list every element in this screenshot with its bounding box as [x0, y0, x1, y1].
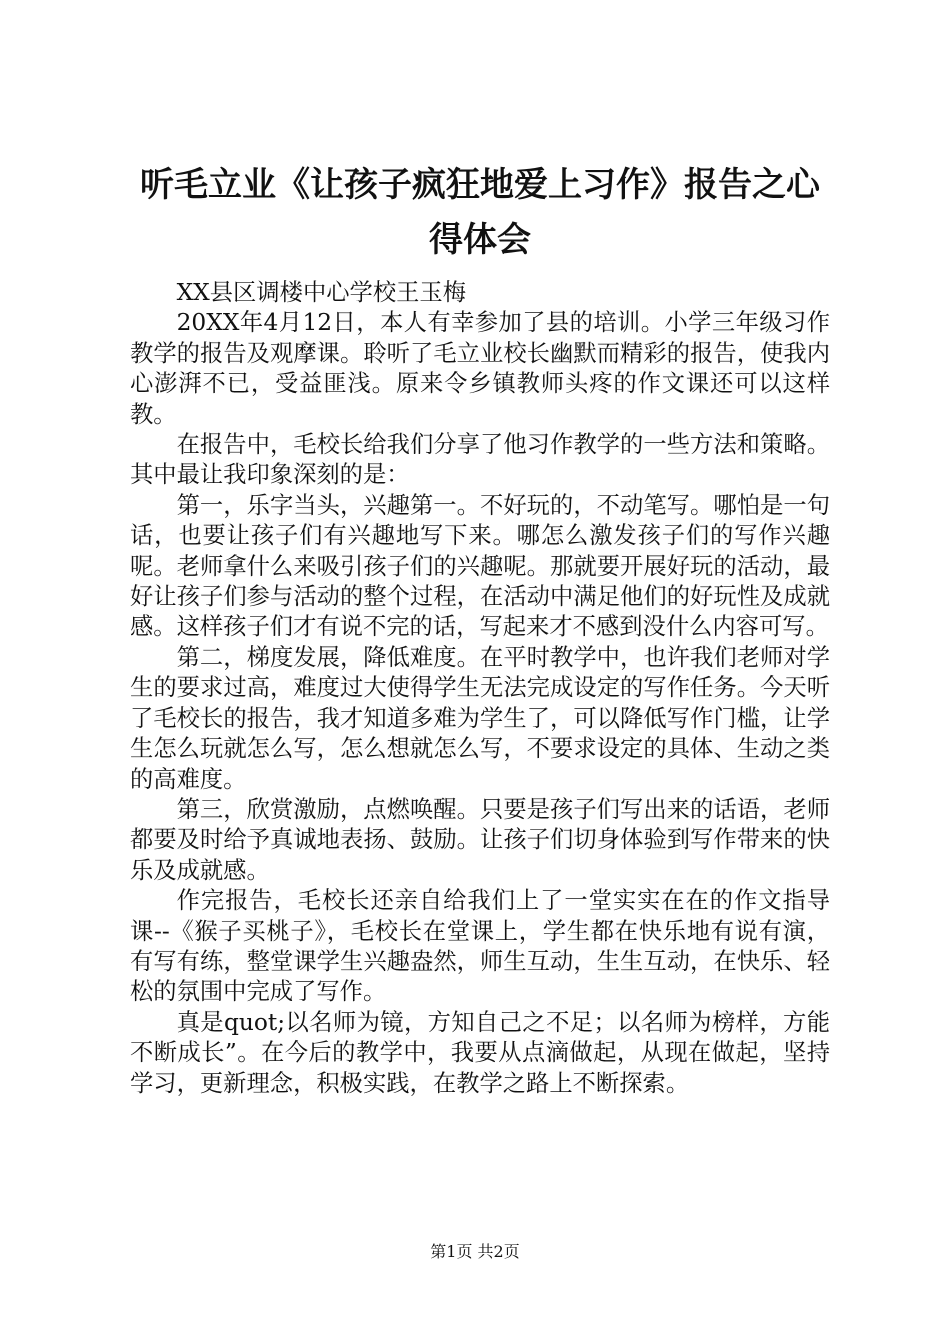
- document-title: 听毛立业《让孩子疯狂地爱上习作》报告之心得体会: [140, 165, 820, 260]
- paragraph: 在报告中，毛校长给我们分享了他习作教学的一些方法和策略。其中最让我印象深刻的是：: [130, 431, 830, 489]
- paragraph: 20XX年4月12日，本人有幸参加了县的培训。小学三年级习作教学的报告及观摩课。聆听了毛立业校长幽默而精彩的报告，使我内心澎湃不已，受益匪浅。原来令乡镇教师头疼的作文课还可以这样教。: [130, 309, 830, 428]
- page-number-footer: 第1页 共2页: [430, 1242, 520, 1261]
- paragraph: 作完报告，毛校长还亲自给我们上了一堂实实在在的作文指导课--《猴子买桃子》，毛校长在堂课上，学生都在快乐地有说有演，有写有练，整堂课学生兴趣盎然，师生互动，生生互动，在快乐、轻松的氛围中完成了写作。: [130, 887, 830, 1006]
- document-body: [130, 278, 830, 1099]
- document-page: [130, 158, 830, 1099]
- author-line: XX县区调楼中心学校王玉梅: [176, 279, 467, 306]
- paragraph: 第一，乐字当头，兴趣第一。不好玩的，不动笔写。哪怕是一句话，也要让孩子们有兴趣地写下来。哪怎么激发孩子们的写作兴趣呢。老师拿什么来吸引孩子们的兴趣呢。那就要开展好玩的活动，最好让孩子们参与活动的整个过程，在活动中满足他们的好玩性及成就感。这样孩子们才有说不完的话，写起来才不感到没什么内容可写。: [130, 491, 830, 641]
- paragraph: 第三，欣赏激励，点燃唤醒。只要是孩子们写出来的话语，老师都要及时给予真诚地表扬、鼓励。让孩子们切身体验到写作带来的快乐及成就感。: [130, 795, 830, 884]
- paragraph: 真是quot;以名师为镜，方知自己之不足；以名师为榜样，方能不断成长”。在今后的教学中，我要从点滴做起，从现在做起，坚持学习，更新理念，积极实践，在教学之路上不断探索。: [130, 1008, 830, 1097]
- paragraph: 第二，梯度发展，降低难度。在平时教学中，也许我们老师对学生的要求过高，难度过大使得学生无法完成设定的写作任务。今天听了毛校长的报告，我才知道多难为学生了，可以降低写作门槛，让学生怎么玩就怎么写，怎么想就怎么写，不要求设定的具体、生动之类的高难度。: [130, 643, 830, 793]
